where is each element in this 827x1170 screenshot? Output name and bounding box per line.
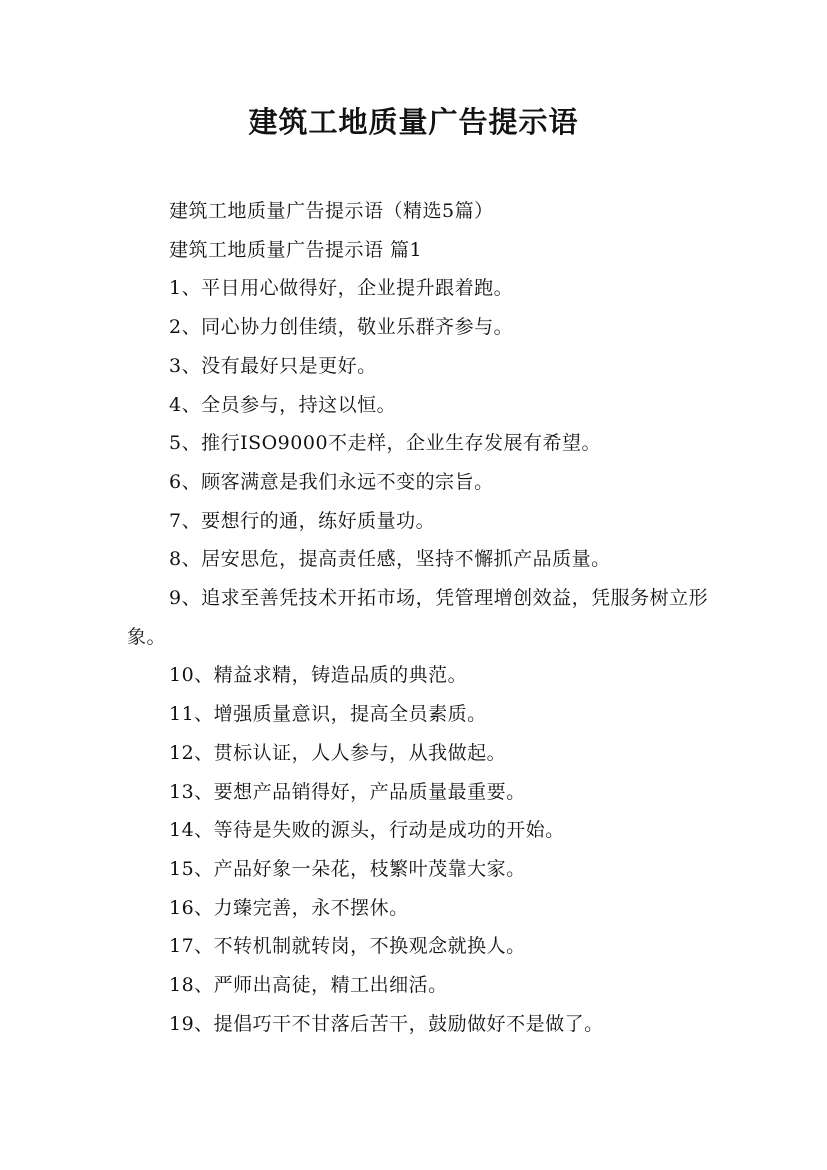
list-item: 13、要想产品销得好，产品质量最重要。 xyxy=(169,780,526,803)
list-item: 1、平日用心做得好，企业提升跟着跑。 xyxy=(169,277,514,300)
list-item: 5、推行ISO9000不走样，企业生存发展有希望。 xyxy=(169,432,602,455)
list-item: 10、精益求精，铸造品质的典范。 xyxy=(169,664,468,687)
list-item: 7、要想行的通，练好质量功。 xyxy=(169,509,436,532)
list-item: 8、居安思危，提高责任感，坚持不懈抓产品质量。 xyxy=(169,548,611,571)
document-body xyxy=(127,192,712,1043)
list-item: 4、全员参与，持这以恒。 xyxy=(169,393,397,416)
list-item: 14、等待是失败的源头，行动是成功的开始。 xyxy=(169,819,565,842)
list-item: 12、贯标认证，人人参与，从我做起。 xyxy=(169,741,507,764)
list-item: 15、产品好象一朵花，枝繁叶茂靠大家。 xyxy=(169,857,526,880)
document-title: 建筑工地质量广告提示语 xyxy=(248,105,579,139)
list-item: 11、增强质量意识，提高全员素质。 xyxy=(169,703,487,726)
list-item: 18、严师出高徒，精工出细活。 xyxy=(169,974,448,997)
list-item: 16、力臻完善，永不摆休。 xyxy=(169,896,409,919)
list-item: 17、不转机制就转岗，不换观念就换人。 xyxy=(169,935,526,958)
list-item: 9、追求至善凭技术开拓市场，凭管理增创效益，凭服务树立形象。 xyxy=(127,587,709,648)
list-item: 19、提倡巧干不甘落后苦干，鼓励做好不是做了。 xyxy=(169,1012,604,1035)
paragraph-intro: 建筑工地质量广告提示语（精选5篇） xyxy=(169,200,494,222)
list-item: 3、没有最好只是更好。 xyxy=(169,354,377,377)
list-item: 6、顾客满意是我们永远不变的宗旨。 xyxy=(169,470,494,493)
section-heading: 建筑工地质量广告提示语 篇1 xyxy=(169,238,423,261)
list-item: 2、同心协力创佳绩，敬业乐群齐参与。 xyxy=(169,316,514,339)
